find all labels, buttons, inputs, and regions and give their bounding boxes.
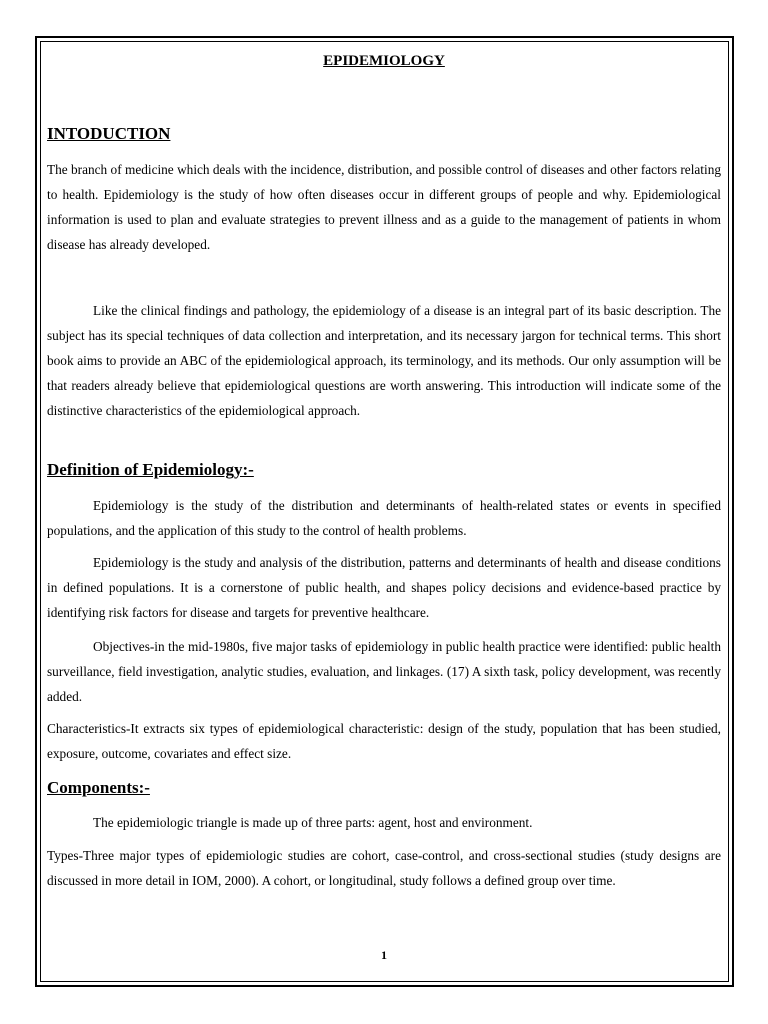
components-heading: Components:- bbox=[47, 778, 150, 797]
definition-paragraph-1: Epidemiology is the study of the distribution and determinants of health-related states or events in specified populations, and the application of this study to the control of health problems. bbox=[47, 498, 721, 538]
page-number: 1 bbox=[381, 948, 387, 962]
intro-paragraph-2: Like the clinical findings and pathology, the epidemiology of a disease is an integral part of its basic description. The subject has its special techniques of data collection and interpretation, and its necessary jargon for technical terms. This short book aims to provide an ABC of the epidemiological approach, its terminology, and its methods. Our only assumption will be that readers already believe that epidemiological questions are worth answering. This introduction will indicate some of the distinctive characteristics of the epidemiological approach. bbox=[47, 303, 721, 418]
components-paragraph-1: The epidemiologic triangle is made up of three parts: agent, host and environment. bbox=[93, 815, 533, 830]
document-body bbox=[47, 50, 721, 962]
definition-heading: Definition of Epidemiology:- bbox=[47, 460, 254, 479]
objectives-paragraph: Objectives-in the mid-1980s, five major tasks of epidemiology in public health practice were identified: public health surveillance, field investigation, analytic studies, evaluation, and linkages. (17) A sixth task, policy development, was recently added. bbox=[47, 639, 721, 704]
intro-paragraph-1: The branch of medicine which deals with the incidence, distribution, and possible control of diseases and other factors relating to health. Epidemiology is the study of how often diseases occur in different groups of people and why. Epidemiological information is used to plan and evaluate strategies to prevent illness and as a guide to the management of patients in whom disease has already developed. bbox=[47, 162, 721, 252]
types-paragraph: Types-Three major types of epidemiologic studies are cohort, case-control, and cross-sectional studies (study designs are discussed in more detail in IOM, 2000). A cohort, or longitudinal, study follows a defined group over time. bbox=[47, 848, 721, 888]
definition-paragraph-2: Epidemiology is the study and analysis of the distribution, patterns and determinants of health and disease conditions in defined populations. It is a cornerstone of public health, and shapes policy decisions and evidence-based practice by identifying risk factors for disease and targets for preventive healthcare. bbox=[47, 555, 721, 620]
introduction-heading: INTODUCTION bbox=[47, 124, 171, 143]
document-title: EPIDEMIOLOGY bbox=[323, 53, 445, 69]
characteristics-paragraph: Characteristics-It extracts six types of epidemiological characteristic: design of the study, population that has been studied, exposure, outcome, covariates and effect size. bbox=[47, 721, 721, 761]
